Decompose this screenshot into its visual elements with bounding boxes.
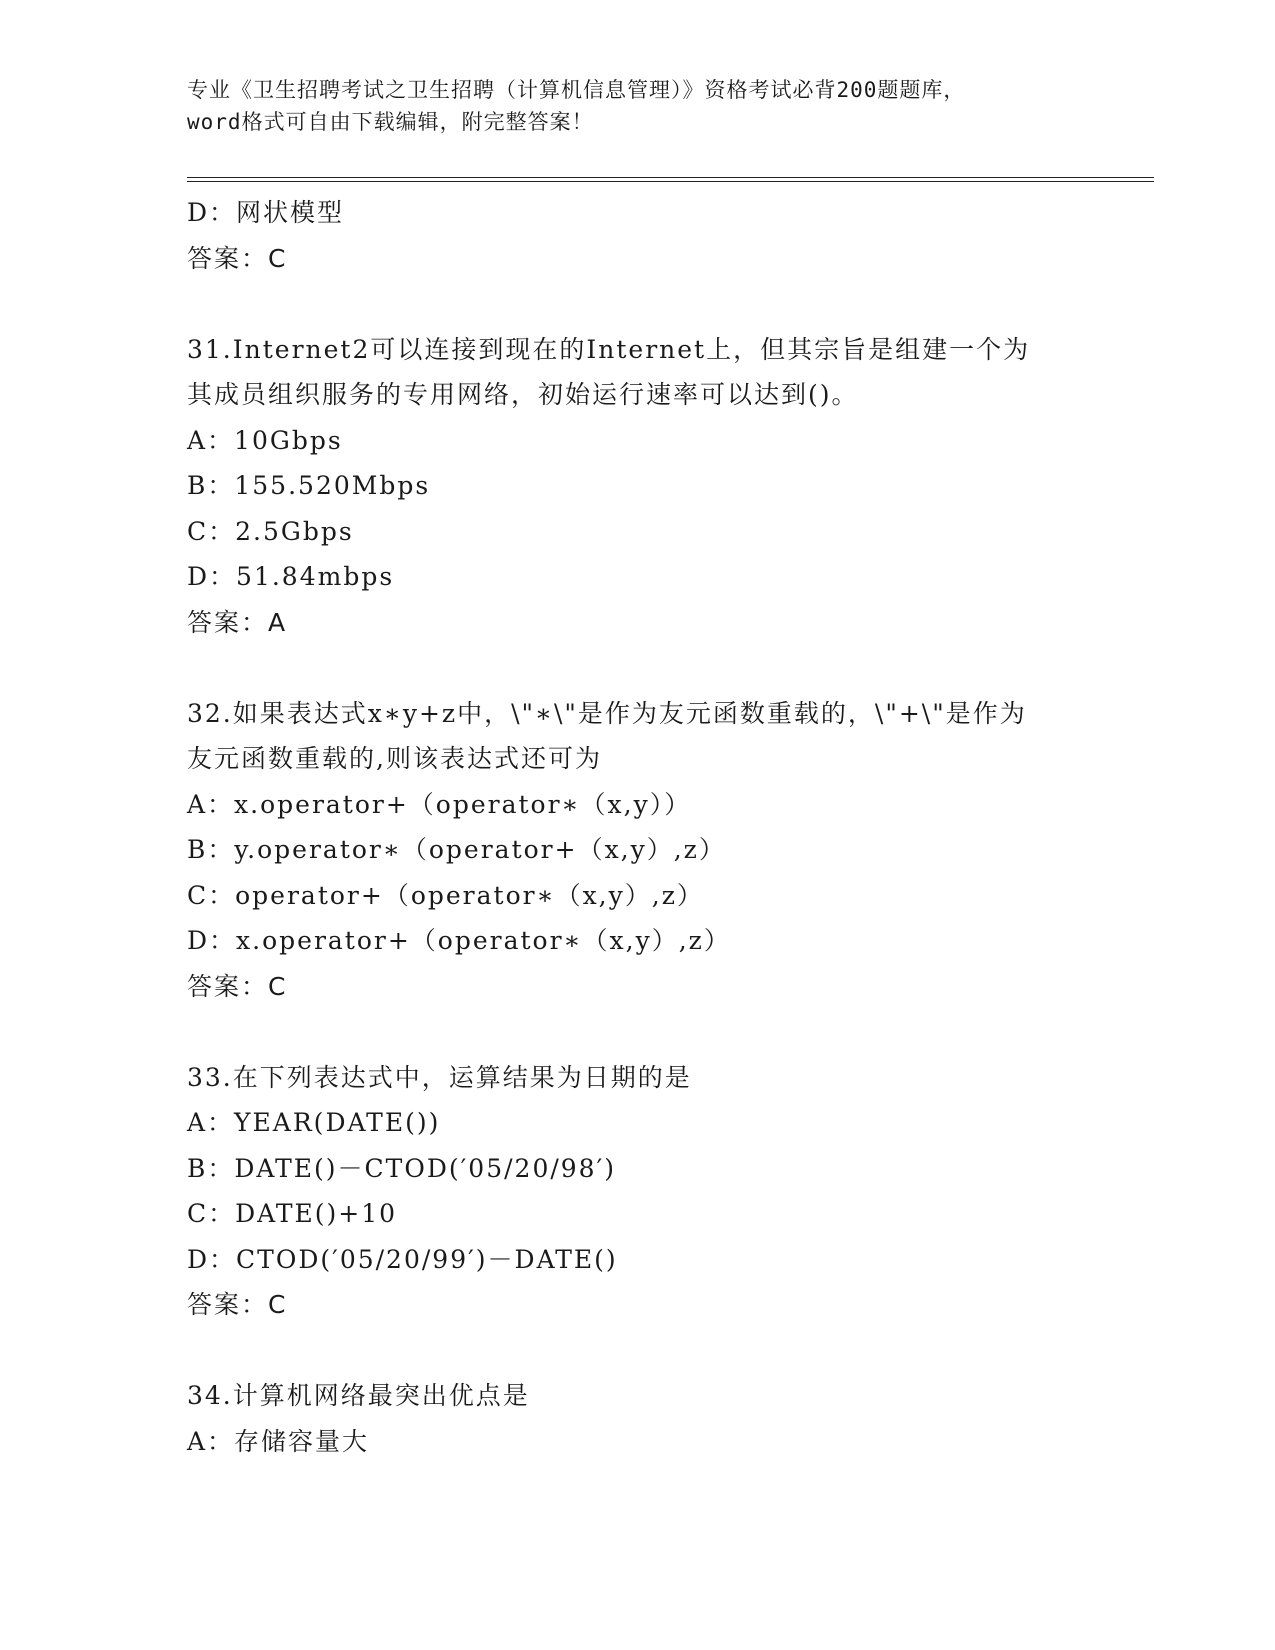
question-32 <box>187 691 1087 1010</box>
question-32-answer: 答案：C <box>187 971 288 1001</box>
question-31-option-d: D：51.84mbps <box>187 562 395 591</box>
question-32-option-b: B：y.operator∗（operator+（x,y）,z） <box>187 835 726 864</box>
header-divider <box>187 177 1154 182</box>
question-31-text-line-1: 31.Internet2可以连接到现在的Internet上，但其宗旨是组建一个为 <box>187 334 1031 364</box>
prev-option-d: D：网状模型 <box>187 198 345 227</box>
question-33-text-line-1: 33.在下列表达式中，运算结果为日期的是 <box>187 1062 692 1092</box>
spacer <box>187 1328 1087 1374</box>
question-32-text-line-2: 友元函数重载的,则该表达式还可为 <box>187 744 602 773</box>
spacer <box>187 645 1087 691</box>
question-31-answer: 答案：A <box>187 607 288 637</box>
spacer <box>187 281 1087 327</box>
question-33-answer: 答案：C <box>187 1290 288 1319</box>
question-31-option-a: A：10Gbps <box>187 425 343 455</box>
prev-answer: 答案：C <box>187 243 288 273</box>
question-31-option-b: B：155.520Mbps <box>187 471 431 500</box>
question-34-option-a: A：存储容量大 <box>187 1426 370 1456</box>
question-32-option-c: C：operator+（operator∗（x,y）,z） <box>187 880 704 910</box>
header-line-1: 专业《卫生招聘考试之卫生招聘（计算机信息管理）》资格考试必背200题题库， <box>187 78 966 102</box>
question-33-option-b: B：DATE()－CTOD(′05/20/98′) <box>187 1153 617 1183</box>
spacer <box>187 1009 1087 1055</box>
question-31 <box>187 327 1087 646</box>
question-33-option-c: C：DATE()+10 <box>187 1199 398 1228</box>
question-32-text-line-1: 32.如果表达式x∗y+z中，\"∗\"是作为友元函数重载的，\"+\"是作为 <box>187 698 1027 728</box>
question-33-option-d: D：CTOD(′05/20/99′)－DATE() <box>187 1244 618 1274</box>
question-33 <box>187 1055 1087 1328</box>
question-31-text-line-2: 其成员组织服务的专用网络，初始运行速率可以达到()。 <box>187 380 859 409</box>
question-31-option-c: C：2.5Gbps <box>187 516 354 546</box>
question-34 <box>187 1373 1087 1464</box>
question-34-text-line-1: 34.计算机网络最突出优点是 <box>187 1381 530 1410</box>
question-32-option-a: A：x.operator+（operator∗（x,y）） <box>187 789 692 819</box>
header-line-2: word格式可自由下载编辑，附完整答案！ <box>187 110 594 134</box>
document-header <box>187 74 1087 138</box>
question-32-option-d: D：x.operator+（operator∗（x,y）,z） <box>187 926 731 955</box>
question-33-option-a: A：YEAR(DATE()) <box>187 1108 441 1137</box>
document-body <box>187 190 1087 1464</box>
